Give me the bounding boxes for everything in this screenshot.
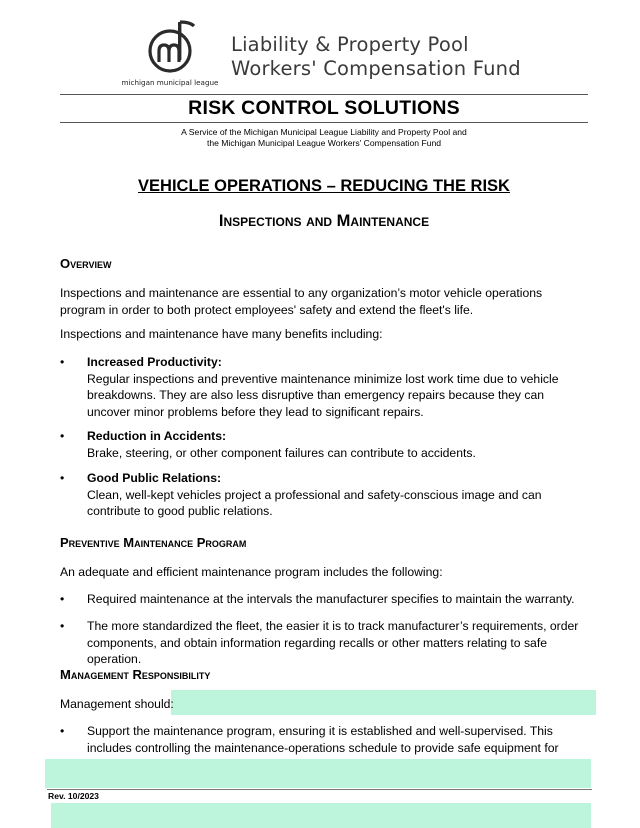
bullet-text: Clean, well-kept vehicles project a professional and safety-conscious image and can contribute to good public relations. <box>87 487 542 518</box>
form-field-highlight[interactable] <box>45 759 591 788</box>
bullet-title: Increased Productivity: <box>87 355 222 369</box>
header-rule-bottom <box>60 122 588 123</box>
bullet-text: Regular inspections and preventive maintenance minimize lost work time due to vehicle breakdowns. They are also less disruptive than emergency repairs because they can uncover minor problems before they lead to significant repairs. <box>87 371 559 419</box>
section-heading-preventive: Preventive Maintenance Program <box>60 535 247 550</box>
logo-caption: michigan municipal league <box>121 78 219 87</box>
service-line-1: A Service of the Michigan Municipal League Liability and Property Pool and <box>181 127 467 137</box>
service-line-2: the Michigan Municipal League Workers' Compensation Fund <box>206 138 442 148</box>
section-heading-overview: Overview <box>60 256 112 271</box>
management-intro: Management should: <box>60 697 174 711</box>
bullet-icon: • <box>60 592 65 606</box>
page-subtitle: Inspections and Maintenance <box>218 212 430 230</box>
bullet-title: Reduction in Accidents: <box>87 429 227 443</box>
bullet-text: Required maintenance at the intervals the manufacturer specifies to maintain the warranty. <box>87 592 575 606</box>
doc-series-title: RISK CONTROL SOLUTIONS <box>188 97 460 119</box>
bullet-icon: • <box>60 355 65 369</box>
header-rule-top <box>60 94 588 95</box>
org-name-line-1: Liability & Property Pool <box>231 33 469 56</box>
org-name-line-2: Workers' Compensation Fund <box>231 57 521 80</box>
bullet-icon: • <box>60 471 65 485</box>
service-statement <box>60 127 588 149</box>
mml-logo-icon <box>146 20 198 76</box>
bullet-text: The more standardized the fleet, the easier it is to track manufacturer’s requirements, order components, and obtain information regarding recalls or other matters relating to safe operation. <box>87 619 579 666</box>
overview-paragraph-2: Inspections and maintenance have many benefits including: <box>60 327 383 341</box>
footer-rule <box>47 789 592 790</box>
bullet-text: Support the maintenance program, ensuring it is established and well-supervised. This includes controlling the maintenance-operations schedule to provide safe equipment for <box>87 724 559 755</box>
revision-date: Rev. 10/2023 <box>48 791 99 801</box>
section-heading-management: Management Responsibility <box>60 667 211 682</box>
form-field-highlight[interactable] <box>51 803 591 828</box>
mml-logo <box>118 20 222 92</box>
bullet-icon: • <box>60 429 65 443</box>
bullet-title: Good Public Relations: <box>87 471 222 485</box>
bullet-text: Brake, steering, or other component failures can contribute to accidents. <box>87 445 476 460</box>
bullet-icon: • <box>60 619 65 633</box>
bullet-icon: • <box>60 724 65 738</box>
overview-paragraph-1: Inspections and maintenance are essential to any organization’s motor vehicle operations program in order to both protect employees' safety and extend the fleet's life. <box>60 286 543 317</box>
preventive-intro: An adequate and efficient maintenance program includes the following: <box>60 565 443 579</box>
page-title: VEHICLE OPERATIONS – REDUCING THE RISK <box>138 177 510 195</box>
